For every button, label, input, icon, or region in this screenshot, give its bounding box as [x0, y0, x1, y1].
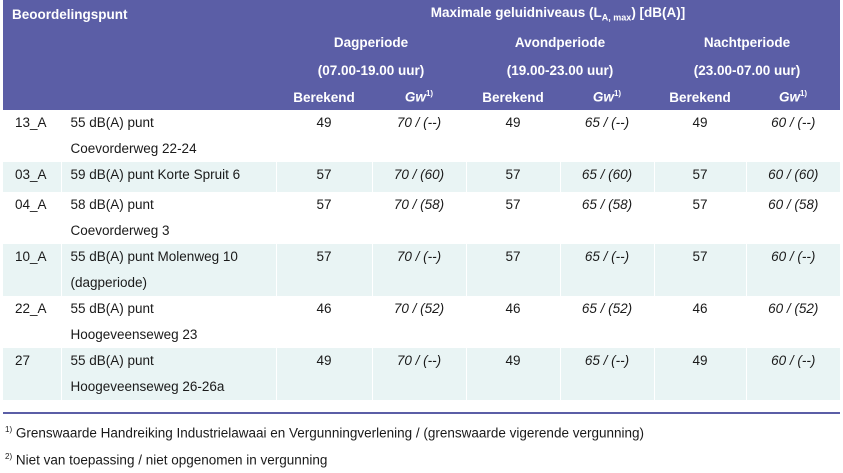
cell-description: 55 dB(A) punt Coevorderweg 22-24 [61, 110, 276, 162]
cell-evening-gw: 65 / (--) [560, 348, 654, 400]
header-gw: Gw$^{1)}$ [746, 84, 840, 110]
cell-night-gw: 60 / (52) [746, 296, 840, 348]
header-gw: Gw$^{1)}$ [372, 84, 466, 110]
cell-night-calc: 57 [654, 244, 746, 296]
cell-night-calc: 57 [654, 162, 746, 192]
cell-night-calc: 49 [654, 110, 746, 162]
header-time-night: (23.00-07.00 uur) [654, 56, 840, 84]
cell-evening-calc: 49 [466, 348, 560, 400]
cell-point: 27 [3, 348, 61, 400]
cell-evening-calc: 46 [466, 296, 560, 348]
cell-night-gw: 60 / (60) [746, 162, 840, 192]
noise-levels-table [3, 0, 840, 400]
cell-day-calc: 57 [276, 192, 372, 244]
cell-point: 13_A [3, 110, 61, 162]
cell-night-gw: 60 / (--) [746, 110, 840, 162]
header-gw: Gw$^{1)}$ [560, 84, 654, 110]
header-point: Beoordelingspunt [3, 0, 276, 84]
cell-point: 03_A [3, 162, 61, 192]
cell-night-gw: 60 / (--) [746, 348, 840, 400]
cell-description: 55 dB(A) punt Hoogeveenseweg 26-26a [61, 348, 276, 400]
table-row [3, 162, 840, 192]
cell-day-gw: 70 / (60) [372, 162, 466, 192]
cell-point: 10_A [3, 244, 61, 296]
header-berekend: Berekend [276, 84, 372, 110]
cell-description: 59 dB(A) punt Korte Spruit 6 [61, 162, 276, 192]
cell-night-calc: 57 [654, 192, 746, 244]
table-row [3, 244, 840, 296]
cell-day-gw: 70 / (58) [372, 192, 466, 244]
footnote-1: $^{1)}$ Grenswaarde Handreiking Industrielawaai en Vergunningverlening / (grenswaarde vigerende vergunning) [5, 425, 645, 441]
cell-day-gw: 70 / (52) [372, 296, 466, 348]
header-blank [3, 84, 276, 110]
cell-night-calc: 49 [654, 348, 746, 400]
cell-evening-gw: 65 / (58) [560, 192, 654, 244]
cell-night-calc: 46 [654, 296, 746, 348]
cell-day-gw: 70 / (--) [372, 244, 466, 296]
cell-evening-gw: 65 / (52) [560, 296, 654, 348]
cell-night-gw: 60 / (58) [746, 192, 840, 244]
header-berekend: Berekend [466, 84, 560, 110]
table-row [3, 348, 840, 400]
cell-day-gw: 70 / (--) [372, 110, 466, 162]
cell-evening-gw: 65 / (--) [560, 110, 654, 162]
header-berekend: Berekend [654, 84, 746, 110]
table-row [3, 110, 840, 162]
cell-point: 22_A [3, 296, 61, 348]
cell-day-gw: 70 / (--) [372, 348, 466, 400]
cell-evening-calc: 57 [466, 162, 560, 192]
header-period-day: Dagperiode [276, 28, 466, 56]
cell-day-calc: 46 [276, 296, 372, 348]
cell-description: 55 dB(A) punt Hoogeveenseweg 23 [61, 296, 276, 348]
cell-night-gw: 60 / (--) [746, 244, 840, 296]
footnote-2: $^{2)}$ Niet van toepassing / niet opgenomen in vergunning [5, 452, 328, 468]
cell-day-calc: 49 [276, 110, 372, 162]
cell-evening-calc: 57 [466, 192, 560, 244]
cell-day-calc: 57 [276, 162, 372, 192]
cell-day-calc: 49 [276, 348, 372, 400]
cell-description: 55 dB(A) punt Molenweg 10 (dagperiode) [61, 244, 276, 296]
cell-description: 58 dB(A) punt Coevorderweg 3 [61, 192, 276, 244]
cell-evening-gw: 65 / (--) [560, 244, 654, 296]
table-row [3, 296, 840, 348]
cell-day-calc: 57 [276, 244, 372, 296]
header-title: Maximale geluidniveaus $(L_{A, max})$ [dB(A)] [276, 0, 840, 28]
table-bottom-rule [3, 412, 840, 414]
header-period-night: Nachtperiode [654, 28, 840, 56]
cell-evening-gw: 65 / (60) [560, 162, 654, 192]
header-time-day: (07.00-19.00 uur) [276, 56, 466, 84]
cell-point: 04_A [3, 192, 61, 244]
cell-evening-calc: 49 [466, 110, 560, 162]
header-time-evening: (19.00-23.00 uur) [466, 56, 654, 84]
cell-evening-calc: 57 [466, 244, 560, 296]
header-period-evening: Avondperiode [466, 28, 654, 56]
table-row [3, 192, 840, 244]
